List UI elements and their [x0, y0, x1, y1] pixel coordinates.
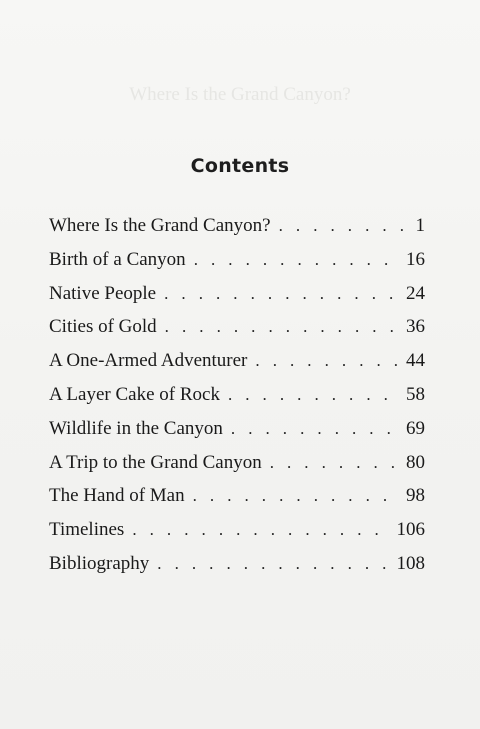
- dot-leader: [157, 554, 390, 574]
- toc-entry-page: 36: [406, 316, 425, 338]
- toc-entry: [49, 553, 425, 587]
- toc-entry-page: 44: [406, 350, 425, 372]
- toc-entry-title: Wildlife in the Canyon: [49, 417, 223, 439]
- toc-entry-page: 1: [415, 215, 425, 236]
- toc-entry-title: Timelines: [49, 519, 125, 541]
- toc-entry: [49, 485, 425, 519]
- dot-leader: [165, 317, 400, 337]
- toc-entry: [49, 418, 425, 452]
- dot-leader: [270, 453, 400, 473]
- dot-leader: [132, 520, 390, 540]
- dot-leader: [231, 419, 400, 439]
- toc-entry-title: A Layer Cake of Rock: [49, 383, 220, 405]
- dot-leader: [193, 486, 400, 506]
- toc-entry-title: Birth of a Canyon: [49, 248, 186, 270]
- toc-entry-page: 106: [396, 519, 425, 541]
- toc-entry: [49, 283, 425, 317]
- toc-entry: [49, 350, 425, 384]
- contents-heading: Contents: [190, 155, 290, 177]
- toc-entry-title: Native People: [49, 282, 157, 304]
- dot-leader: [255, 351, 400, 371]
- toc-entry-title: Bibliography: [49, 552, 150, 574]
- toc-entry: [49, 249, 425, 283]
- table-of-contents: [49, 215, 425, 587]
- dot-leader: [228, 385, 400, 405]
- toc-entry-title: A Trip to the Grand Canyon: [49, 451, 262, 473]
- toc-entry: [49, 384, 425, 418]
- bleed-through-title: Where Is the Grand Canyon?: [129, 84, 351, 105]
- toc-entry-title: Cities of Gold: [49, 316, 157, 338]
- toc-entry-page: 98: [406, 485, 425, 507]
- toc-entry-page: 69: [406, 417, 425, 439]
- toc-entry-title: The Hand of Man: [49, 485, 185, 507]
- toc-entry: [49, 519, 425, 553]
- toc-entry-page: 108: [396, 552, 425, 574]
- toc-entry: [49, 316, 425, 350]
- toc-entry: [49, 215, 425, 249]
- toc-entry-page: 24: [406, 282, 425, 304]
- toc-entry: [49, 452, 425, 486]
- dot-leader: [164, 284, 400, 304]
- toc-entry-title: Where Is the Grand Canyon?: [49, 215, 271, 236]
- toc-entry-page: 80: [406, 451, 425, 473]
- toc-entry-title: A One-Armed Adventurer: [49, 350, 248, 372]
- toc-entry-page: 16: [406, 248, 425, 270]
- dot-leader: [279, 216, 410, 236]
- dot-leader: [194, 250, 400, 270]
- toc-entry-page: 58: [406, 383, 425, 405]
